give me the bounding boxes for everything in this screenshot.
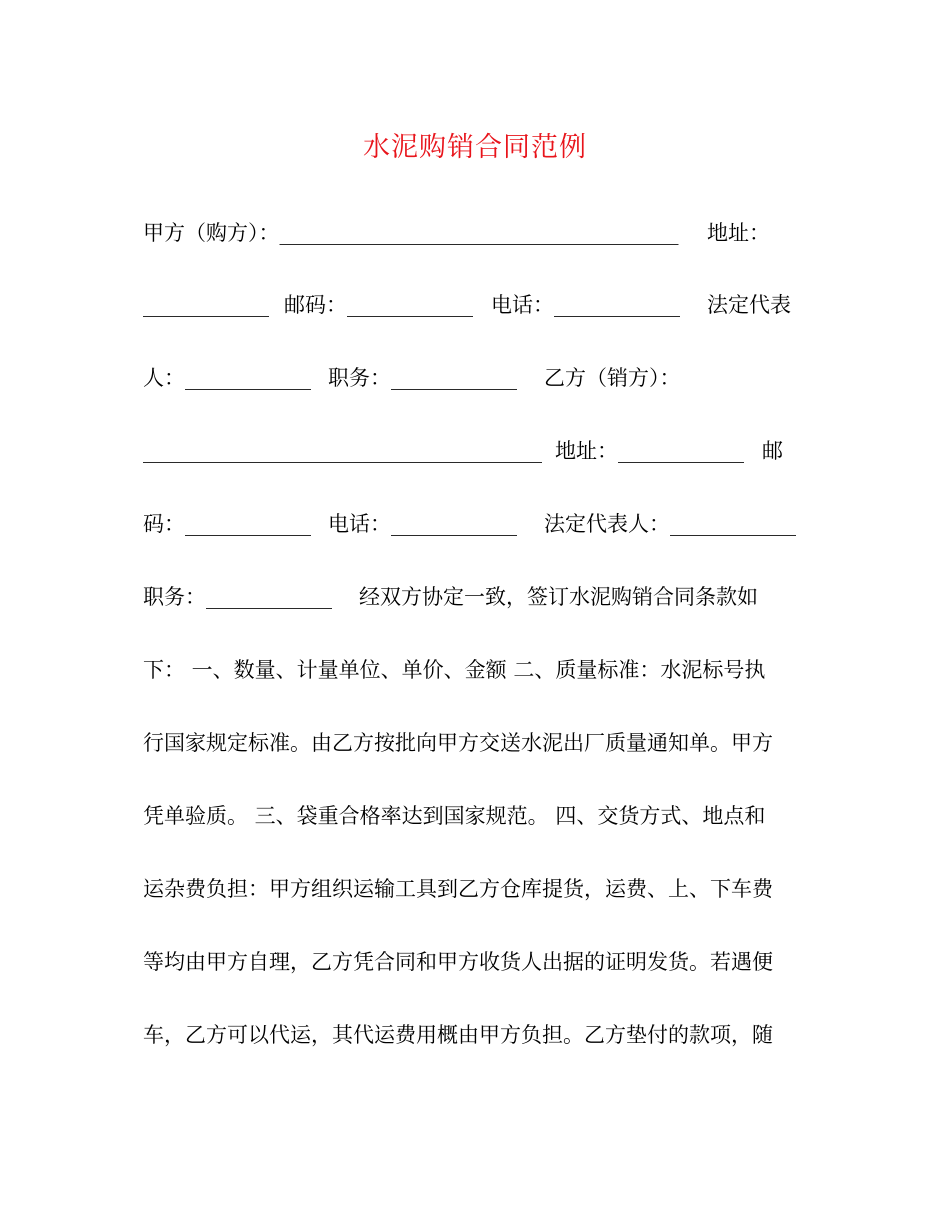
party-b-postcode-field: 码：____________ [143,512,311,536]
agreement-intro-text: 经双方协定一致，签订水泥购销合同条款如 [359,585,758,609]
quality-clause-text: 行国家规定标准。由乙方按批向甲方交送水泥出厂质量通知单。甲方 [143,731,773,755]
text-line-6 [143,577,808,617]
text-line-8 [143,723,808,763]
party-a-phone-field: 电话：____________ [491,293,680,317]
text-line-12 [143,1015,808,1055]
party-a-legal-rep-field: 人：____________ [143,366,311,390]
text-line-9 [143,796,808,836]
party-a-address-blank: ____________ [143,293,269,317]
party-b-legal-rep-field: 法定代表人：____________ [544,512,796,536]
delivery-clause-text-2: 等均由甲方自理，乙方凭合同和甲方收货人出据的证明发货。若遇便 [143,950,773,974]
clauses-text: 下： 一、数量、计量单位、单价、金额 二、质量标准：水泥标号执 [143,658,766,682]
party-a-address-label: 地址： [707,221,770,245]
text-line-10 [143,869,808,909]
party-a-position-field: 职务：____________ [328,366,517,390]
delivery-clause-text: 运杂费负担：甲方组织运输工具到乙方仓库提货，运费、上、下车费 [143,877,773,901]
party-b-position-field: 职务：____________ [143,585,332,609]
text-line-4 [143,431,808,471]
bag-weight-clause-text: 凭单验质。 三、袋重合格率达到国家规范。 四、交货方式、地点和 [143,804,766,828]
party-b-seller-label: 乙方（销方）： [544,366,681,390]
party-a-buyer-field: 甲方（购方）：______________________________________ [143,221,679,245]
text-line-11 [143,942,808,982]
party-b-address-field: 地址：____________ [555,439,744,463]
party-a-postcode-field: 邮码：____________ [284,293,473,317]
document-title: 水泥购销合同范例 [363,132,587,163]
text-line-1 [143,213,808,253]
text-line-7 [143,650,808,690]
party-a-legal-rep-label: 法定代表 [707,293,791,317]
party-b-postcode-label: 邮 [762,439,783,463]
text-line-2 [143,285,808,325]
party-b-phone-field: 电话：____________ [328,512,517,536]
text-line-3 [143,358,808,398]
delivery-clause-text-3: 车，乙方可以代运，其代运费用概由甲方负担。乙方垫付的款项，随 [143,1023,773,1047]
party-b-name-blank: ______________________________________ [143,439,542,463]
text-line-5 [143,504,808,544]
